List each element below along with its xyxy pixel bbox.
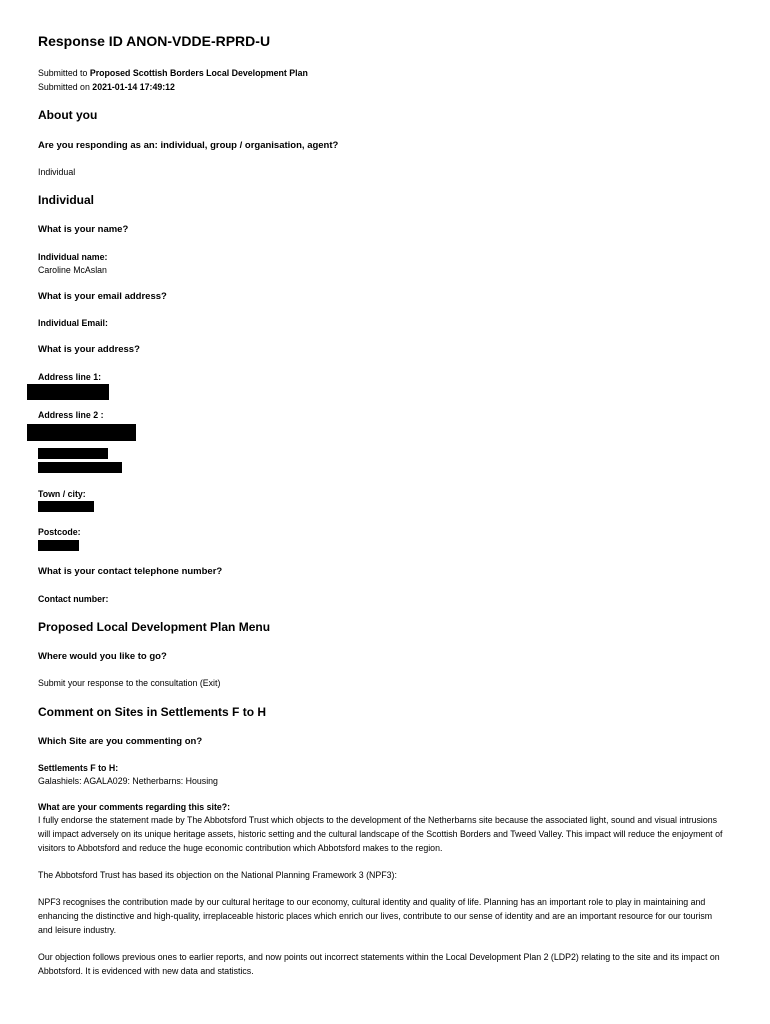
comment-paragraph: Our objection follows previous ones to earlier reports, and now points out incorrect statements within the Local Development Plan 2 (LDP2) relating to the site and its impact on Abbotsford. It is evidenced with new data and statistics. — [38, 952, 720, 976]
about-heading: About you — [38, 108, 98, 122]
comments-label: What are your comments regarding this site?: — [38, 802, 231, 812]
response-title: Response ID ANON-VDDE-RPRD-U — [38, 33, 271, 49]
submitted-to-line — [38, 68, 308, 78]
redacted-address-line1 — [27, 384, 109, 400]
address-line1-label: Address line 1: — [38, 372, 102, 382]
comment-paragraph: The Abbotsford Trust has based its objection on the National Planning Framework 3 (NPF3): — [38, 870, 397, 880]
email-label: Individual Email: — [38, 318, 108, 328]
settlements-value: Galashiels: AGALA029: Netherbarns: Housing — [38, 776, 218, 786]
postcode-label: Postcode: — [38, 527, 81, 537]
menu-heading: Proposed Local Development Plan Menu — [38, 620, 271, 634]
individual-heading: Individual — [38, 193, 95, 207]
submitted-on-value: 2021-01-14 17:49:12 — [92, 82, 175, 92]
respondent-type-question: Are you responding as an: individual, group / organisation, agent? — [38, 140, 339, 151]
redacted-address-line4 — [38, 462, 122, 473]
comment-paragraph: I fully endorse the statement made by The Abbotsford Trust which objects to the development of the Netherbarns site because the associated light, sound and visual intrusions will impact adversely on its unique heritage assets, historic setting and the cultural landscape of the Scottish Borders and Tweed Valley. This impact will reduce the enjoyment of visitors to Abbotsford and reduce the huge economic contribution which Abbotsford makes to the region. — [38, 815, 723, 853]
name-question: What is your name? — [38, 224, 129, 235]
comment-paragraph: NPF3 recognises the contribution made by our cultural heritage to our economy, cultural identity and quality of life. Planning has an important role to play in maintaining and enhancing the distinctive and high-quality, irreplaceable historic places which enrich our lives, contribute to our sense of identity and are an important resource for our tourism and leisure industry. — [38, 897, 713, 935]
redacted-address-line3 — [38, 448, 108, 459]
redacted-address-line2 — [27, 424, 136, 441]
submitted-on-line — [38, 82, 175, 92]
submitted-to-value: Proposed Scottish Borders Local Development Plan — [89, 68, 308, 78]
email-question: What is your email address? — [38, 291, 167, 302]
menu-answer: Submit your response to the consultation (Exit) — [38, 678, 221, 688]
town-label: Town / city: — [38, 489, 86, 499]
sites-question: Which Site are you commenting on? — [38, 736, 203, 747]
phone-question: What is your contact telephone number? — [38, 566, 223, 577]
address-line2-label: Address line 2 : — [38, 410, 104, 420]
menu-question: Where would you like to go? — [38, 651, 167, 662]
phone-label: Contact number: — [38, 594, 109, 604]
name-value: Caroline McAslan — [38, 265, 107, 275]
sites-heading: Comment on Sites in Settlements F to H — [38, 705, 267, 719]
name-label: Individual name: — [38, 252, 108, 262]
settlements-label: Settlements F to H: — [38, 763, 119, 773]
respondent-type-answer: Individual — [38, 167, 76, 177]
redacted-town — [38, 501, 94, 512]
submitted-on-label: Submitted on — [38, 82, 90, 92]
address-question: What is your address? — [38, 344, 140, 355]
redacted-postcode — [38, 540, 79, 551]
submitted-to-label: Submitted to — [38, 68, 88, 78]
